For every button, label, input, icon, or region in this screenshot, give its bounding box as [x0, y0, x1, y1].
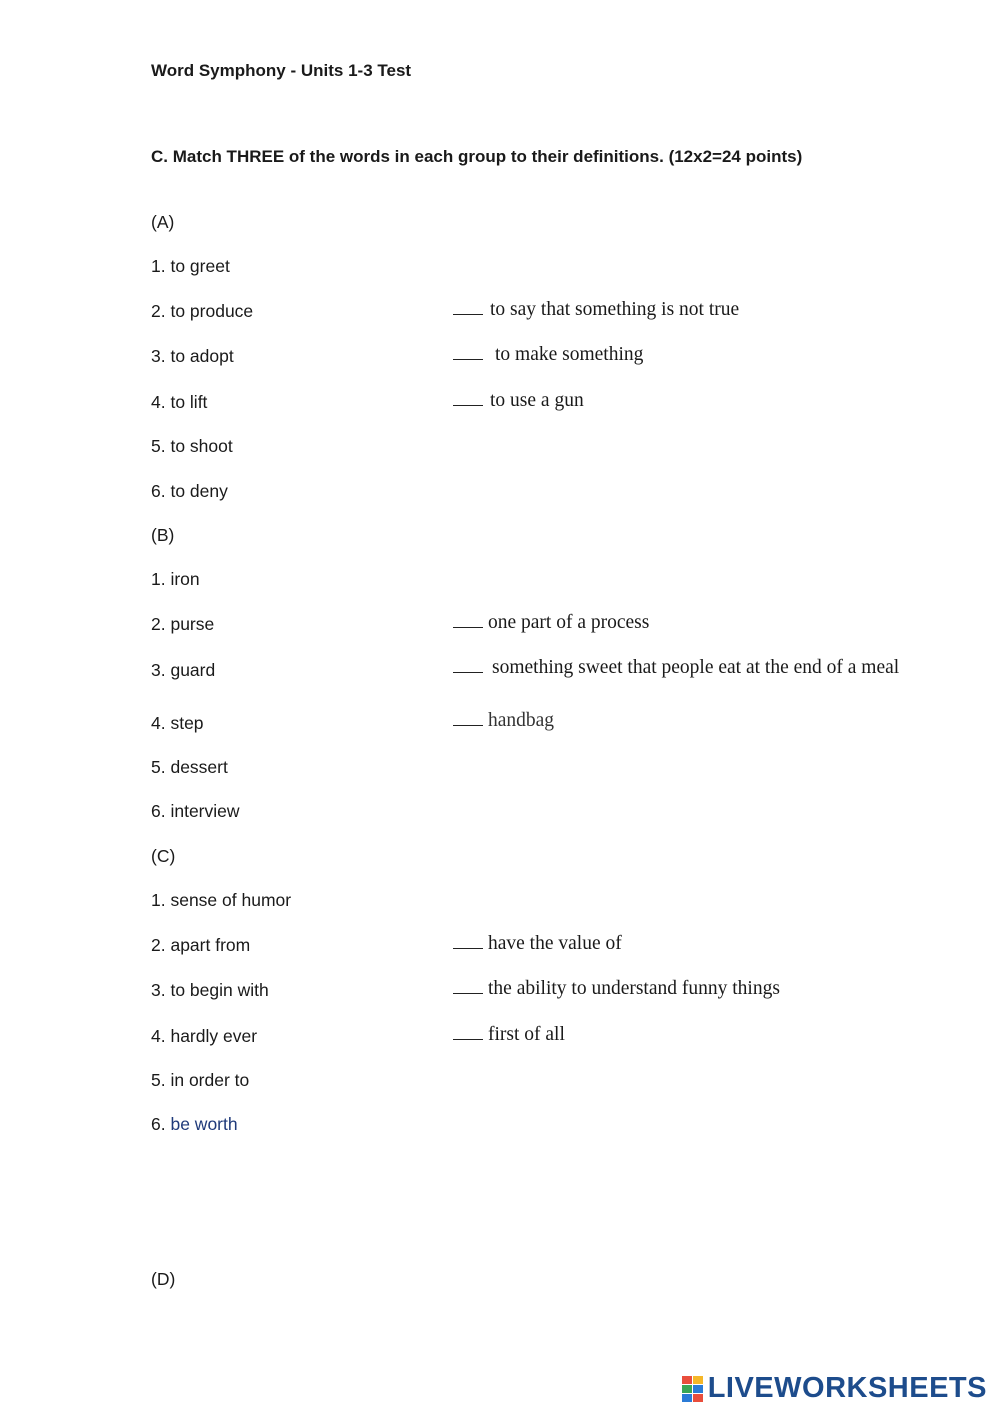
group-a-word-6: 6. to deny [151, 481, 228, 501]
answer-blank[interactable] [453, 947, 483, 949]
group-c-word-5: 5. in order to [151, 1070, 250, 1090]
group-b-definition-3: handbag [453, 710, 554, 732]
group-c-definition-1: have the value of [453, 933, 622, 955]
group-c-label: (C) [151, 846, 176, 866]
group-b-definition-1: one part of a process [453, 612, 649, 634]
liveworksheets-logo [682, 1372, 987, 1405]
group-a-definition-1: to say that something is not true [453, 299, 739, 321]
group-c-word-6: 6. be worth [151, 1114, 238, 1134]
answer-blank[interactable] [453, 404, 483, 406]
group-a-definition-3: to use a gun [453, 390, 584, 412]
group-a-word-3: 3. to adopt [151, 346, 234, 366]
liveworksheets-logo-icon [682, 1376, 704, 1402]
answer-blank[interactable] [453, 1038, 483, 1040]
group-c-word-4: 4. hardly ever [151, 1026, 258, 1046]
group-a-label: (A) [151, 212, 175, 232]
group-c-definition-3: first of all [453, 1024, 565, 1046]
answer-blank[interactable] [453, 358, 483, 360]
group-b-definition-2: something sweet that people eat at the end of a meal [453, 657, 899, 679]
logo-text: LIVEWORKSHEETS [707, 1372, 987, 1404]
group-a-word-1: 1. to greet [151, 256, 230, 276]
group-a-word-4: 4. to lift [151, 392, 208, 412]
instructions: C. Match THREE of the words in each group to their definitions. (12x2=24 points) [151, 147, 803, 166]
answer-blank[interactable] [453, 626, 483, 628]
page-title: Word Symphony - Units 1-3 Test [151, 61, 412, 80]
group-a-word-2: 2. to produce [151, 301, 254, 321]
group-c-word-2: 2. apart from [151, 935, 251, 955]
group-b-word-4: 4. step [151, 713, 204, 733]
answer-blank[interactable] [453, 313, 483, 315]
group-b-word-6: 6. interview [151, 801, 240, 821]
group-b-label: (B) [151, 525, 175, 545]
highlighted-word: be worth [170, 1114, 238, 1134]
group-a-definition-2: to make something [453, 344, 643, 366]
answer-blank[interactable] [453, 724, 483, 726]
group-b-word-2: 2. purse [151, 614, 215, 634]
answer-blank[interactable] [453, 992, 483, 994]
group-c-definition-2: the ability to understand funny things [453, 978, 780, 1000]
group-a-word-5: 5. to shoot [151, 436, 233, 456]
group-b-word-5: 5. dessert [151, 757, 228, 777]
group-d-label: (D) [151, 1269, 176, 1289]
group-c-word-1: 1. sense of humor [151, 890, 292, 910]
group-b-word-3: 3. guard [151, 660, 216, 680]
group-b-word-1: 1. iron [151, 569, 200, 589]
answer-blank[interactable] [453, 671, 483, 673]
group-c-word-3: 3. to begin with [151, 980, 269, 1000]
